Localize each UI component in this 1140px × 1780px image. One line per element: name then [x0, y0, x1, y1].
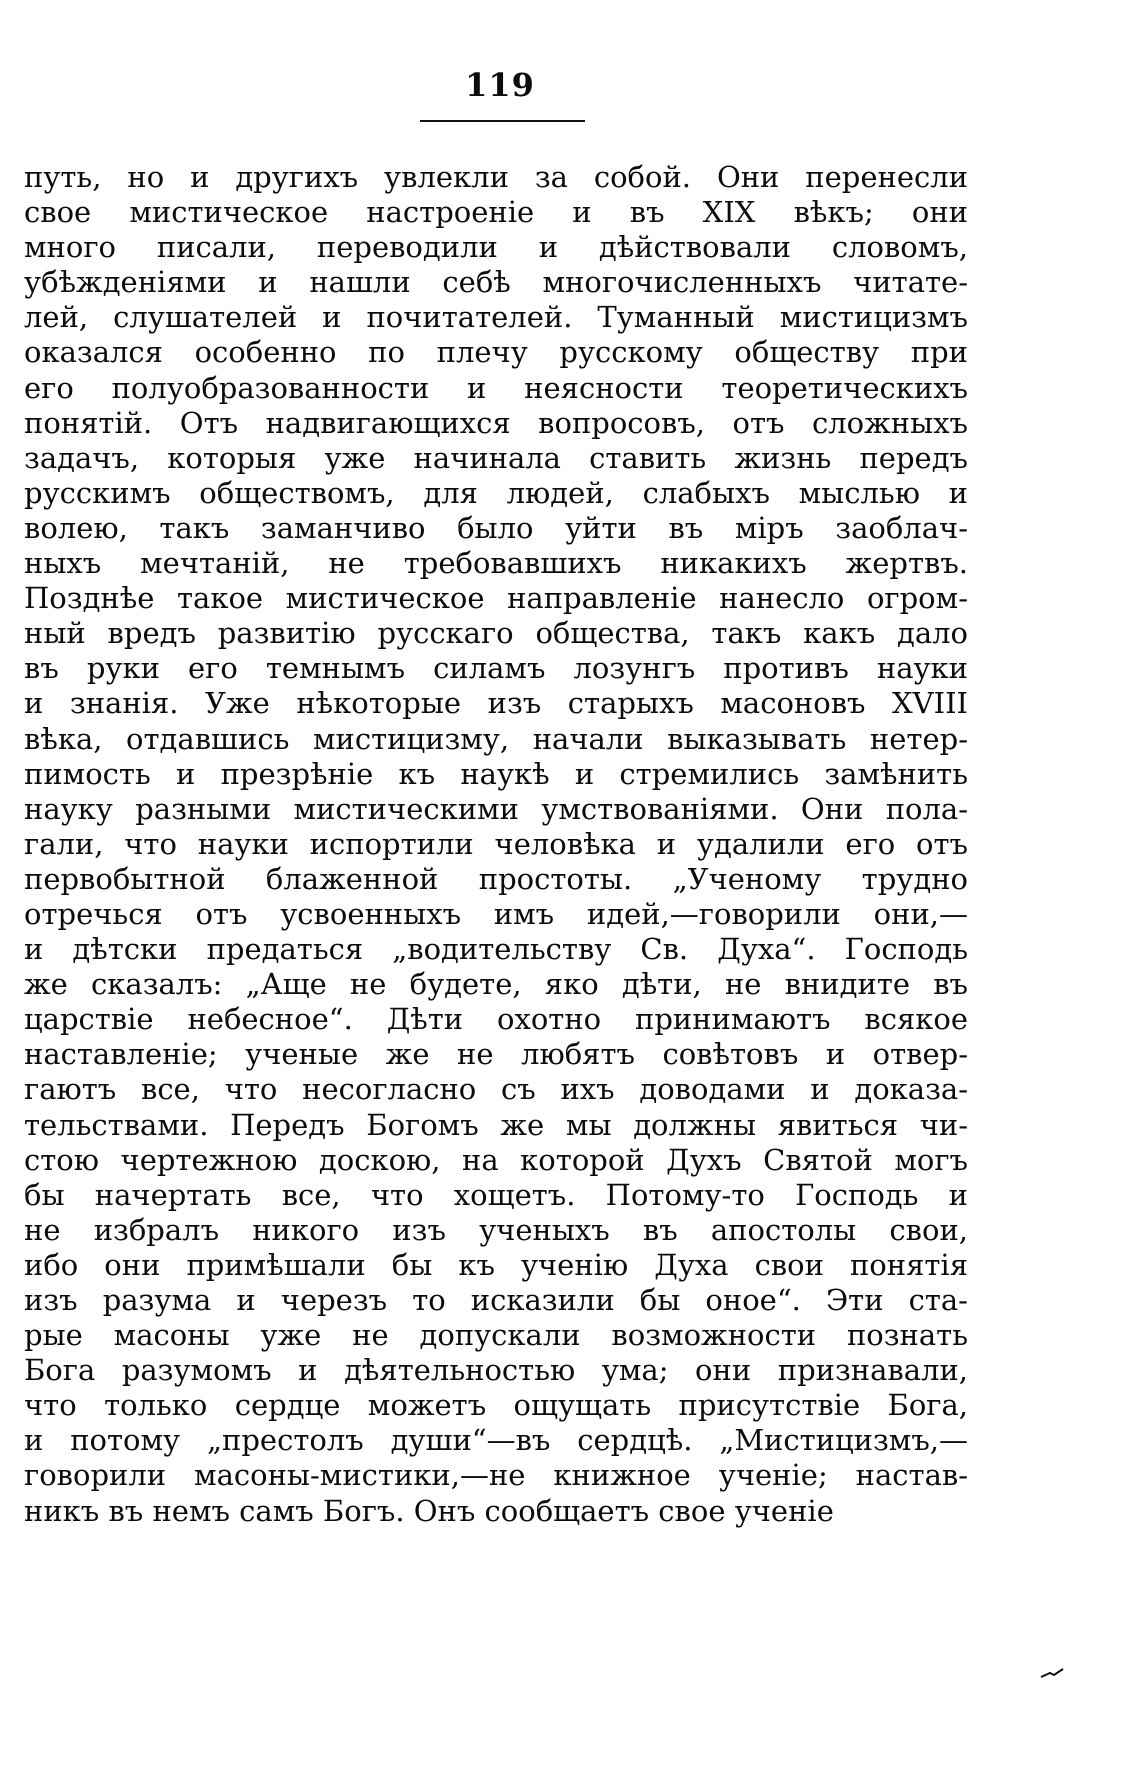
header-rule [420, 120, 585, 122]
text-line: понятiй. Отъ надвигающихся вопросовъ, отъ сложныхъ [24, 405, 968, 440]
text-line: въ руки его темнымъ силамъ лозунгъ противъ науки [24, 651, 968, 686]
text-line: задачъ, которыя уже начинала ставить жизнь передъ [24, 440, 968, 475]
text-line: тельствами. Передъ Богомъ же мы должны явиться чи- [24, 1107, 968, 1142]
text-line: гаютъ все, что несогласно съ ихъ доводами и доказа- [24, 1072, 968, 1107]
text-line: науку разными мистическими умствованiями. Они пола- [24, 791, 968, 826]
text-line: его полуобразованности и неясности теоретическихъ [24, 370, 968, 405]
text-line: путь, но и другихъ увлекли за собой. Они перенесли [24, 160, 968, 194]
text-line: стою чертежною доскою, на которой Духъ Святой могъ [24, 1142, 968, 1177]
text-line: много писали, переводили и дѣйствовали словомъ, [24, 230, 968, 265]
text-line: отречься отъ усвоенныхъ имъ идей,—говорили они,— [24, 896, 968, 931]
text-line: убѣжденiями и нашли себѣ многочисленныхъ читате- [24, 265, 968, 300]
text-line: что только сердце можетъ ощущать присутствiе Бога, [24, 1388, 968, 1423]
text-line: русскимъ обществомъ, для людей, слабыхъ мыслью и [24, 475, 968, 510]
text-line: царствiе небесное“. Дѣти охотно принимаютъ всякое [24, 1002, 968, 1037]
ink-mark [1040, 1668, 1064, 1678]
text-line: Бога разумомъ и дѣятельностью ума; они признавали, [24, 1353, 968, 1388]
text-line: первобытной блаженной простоты. „Ученому трудно [24, 861, 968, 896]
body-text [24, 160, 968, 1529]
text-line: изъ разума и черезъ то исказили бы оное“. Эти ста- [24, 1283, 968, 1317]
text-line: вѣка, отдавшись мистицизму, начали выказывать нетер- [24, 721, 968, 756]
text-line: и знанiя. Уже нѣкоторые изъ старыхъ масоновъ XVIII [24, 686, 968, 721]
text-line: и дѣтски предаться „водительству Св. Духа“. Господь [24, 932, 968, 967]
text-line: свое мистическое настроенiе и въ XIX вѣкъ; они [24, 195, 968, 230]
page-number: 119 [465, 66, 535, 104]
text-line: волею, такъ заманчиво было уйти въ мiръ заоблач- [24, 510, 968, 545]
text-line: никъ въ немъ самъ Богъ. Онъ сообщаетъ свое ученiе [24, 1493, 834, 1528]
text-line: и потому „престолъ души“—въ сердцѣ. „Мистицизмъ,— [24, 1423, 968, 1458]
text-line: ныхъ мечтанiй, не требовавшихъ никакихъ жертвъ. [24, 546, 968, 581]
text-line: наставленiе; ученые же не любятъ совѣтовъ и отвер- [24, 1037, 968, 1072]
text-line: гали, что науки испортили человѣка и удалили его отъ [24, 826, 968, 861]
text-line: оказался особенно по плечу русскому обществу при [24, 335, 968, 370]
text-line: лей, слушателей и почитателей. Туманный мистицизмъ [24, 300, 968, 335]
text-line: же сказалъ: „Аще не будете, яко дѣти, не внидите въ [24, 967, 968, 1002]
text-line: рые масоны уже не допускали возможности познать [24, 1318, 968, 1353]
text-line: бы начертать все, что хощетъ. Потому-то Господь и [24, 1177, 968, 1212]
text-line: Позднѣе такое мистическое направленiе нанесло огром- [24, 581, 968, 616]
text-line: ный вредъ развитiю русскаго общества, такъ какъ дало [24, 616, 968, 651]
text-line: ибо они примѣшали бы къ ученiю Духа свои понятiя [24, 1247, 968, 1282]
text-line: пимость и презрѣнiе къ наукѣ и стремились замѣнить [24, 756, 968, 791]
text-line: не избралъ никого изъ ученыхъ въ апостолы свои, [24, 1212, 968, 1247]
text-line: говорили масоны-мистики,—не книжное ученiе; настав- [24, 1458, 968, 1493]
